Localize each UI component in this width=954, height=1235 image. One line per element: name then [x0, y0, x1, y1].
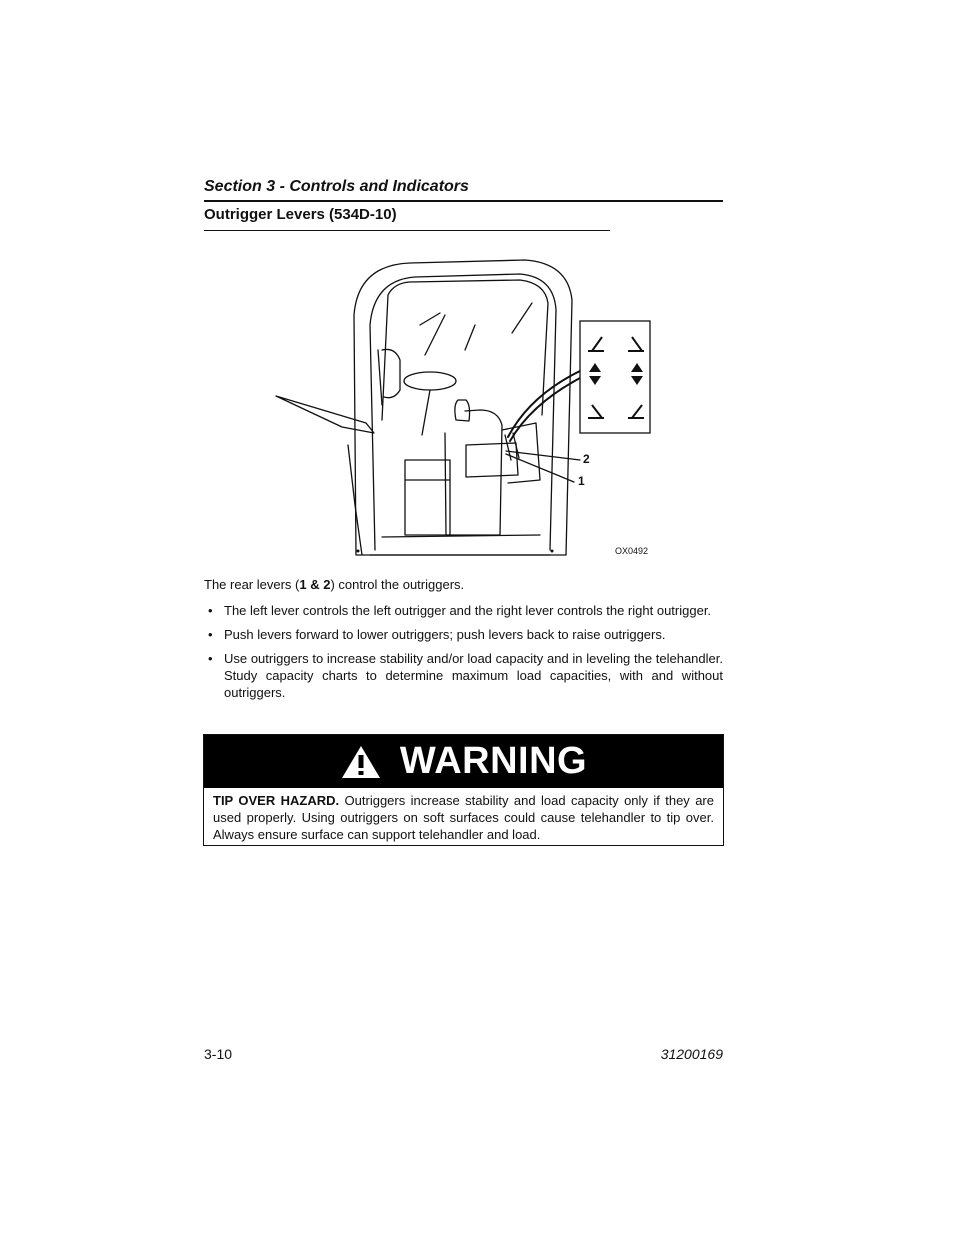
intro-paragraph	[204, 577, 464, 592]
bullet-icon: •	[208, 603, 213, 618]
bullet-list	[204, 602, 723, 708]
page-number: 3-10	[204, 1046, 233, 1062]
bullet-text: Use outriggers to increase stability and/or load capacity and in leveling the telehandler. Study capacity charts to determine maximum load capacities, with and without outriggers.	[224, 651, 723, 700]
warning-body: Outriggers increase stability and load capacity only if they are used properly. Using outriggers on soft surfaces could cause telehandler to tip over. Always ensure surface can support telehandler and load.	[213, 793, 714, 842]
header-rule	[204, 200, 723, 202]
callout-2: 2	[583, 452, 590, 466]
list-item	[204, 602, 723, 619]
intro-prefix: The rear levers (	[204, 577, 300, 592]
intro-suffix: ) control the outriggers.	[330, 577, 465, 592]
callout-1: 1	[578, 474, 585, 488]
bullet-icon: •	[208, 627, 213, 642]
warning-box	[203, 734, 724, 846]
document-number: 31200169	[660, 1046, 723, 1062]
warning-banner	[204, 735, 723, 788]
bullet-icon: •	[208, 651, 213, 666]
cab-illustration	[270, 255, 670, 560]
intro-bold: 1 & 2	[299, 577, 331, 592]
bullet-text: The left lever controls the left outrigger and the right lever controls the right outrigger.	[224, 603, 712, 618]
page-title: Outrigger Levers (534D-10)	[204, 206, 397, 223]
warning-text	[204, 788, 723, 843]
warning-lead: TIP OVER HAZARD.	[213, 793, 340, 808]
figure-code: OX0492	[615, 546, 649, 556]
warning-triangle-icon	[340, 744, 382, 780]
list-item	[204, 650, 723, 701]
section-title: Section 3 - Controls and Indicators	[204, 178, 469, 195]
title-rule	[204, 230, 610, 231]
bullet-text: Push levers forward to lower outriggers; push levers back to raise outriggers.	[224, 627, 666, 642]
list-item	[204, 626, 723, 643]
warning-title: WARNING	[399, 740, 588, 782]
